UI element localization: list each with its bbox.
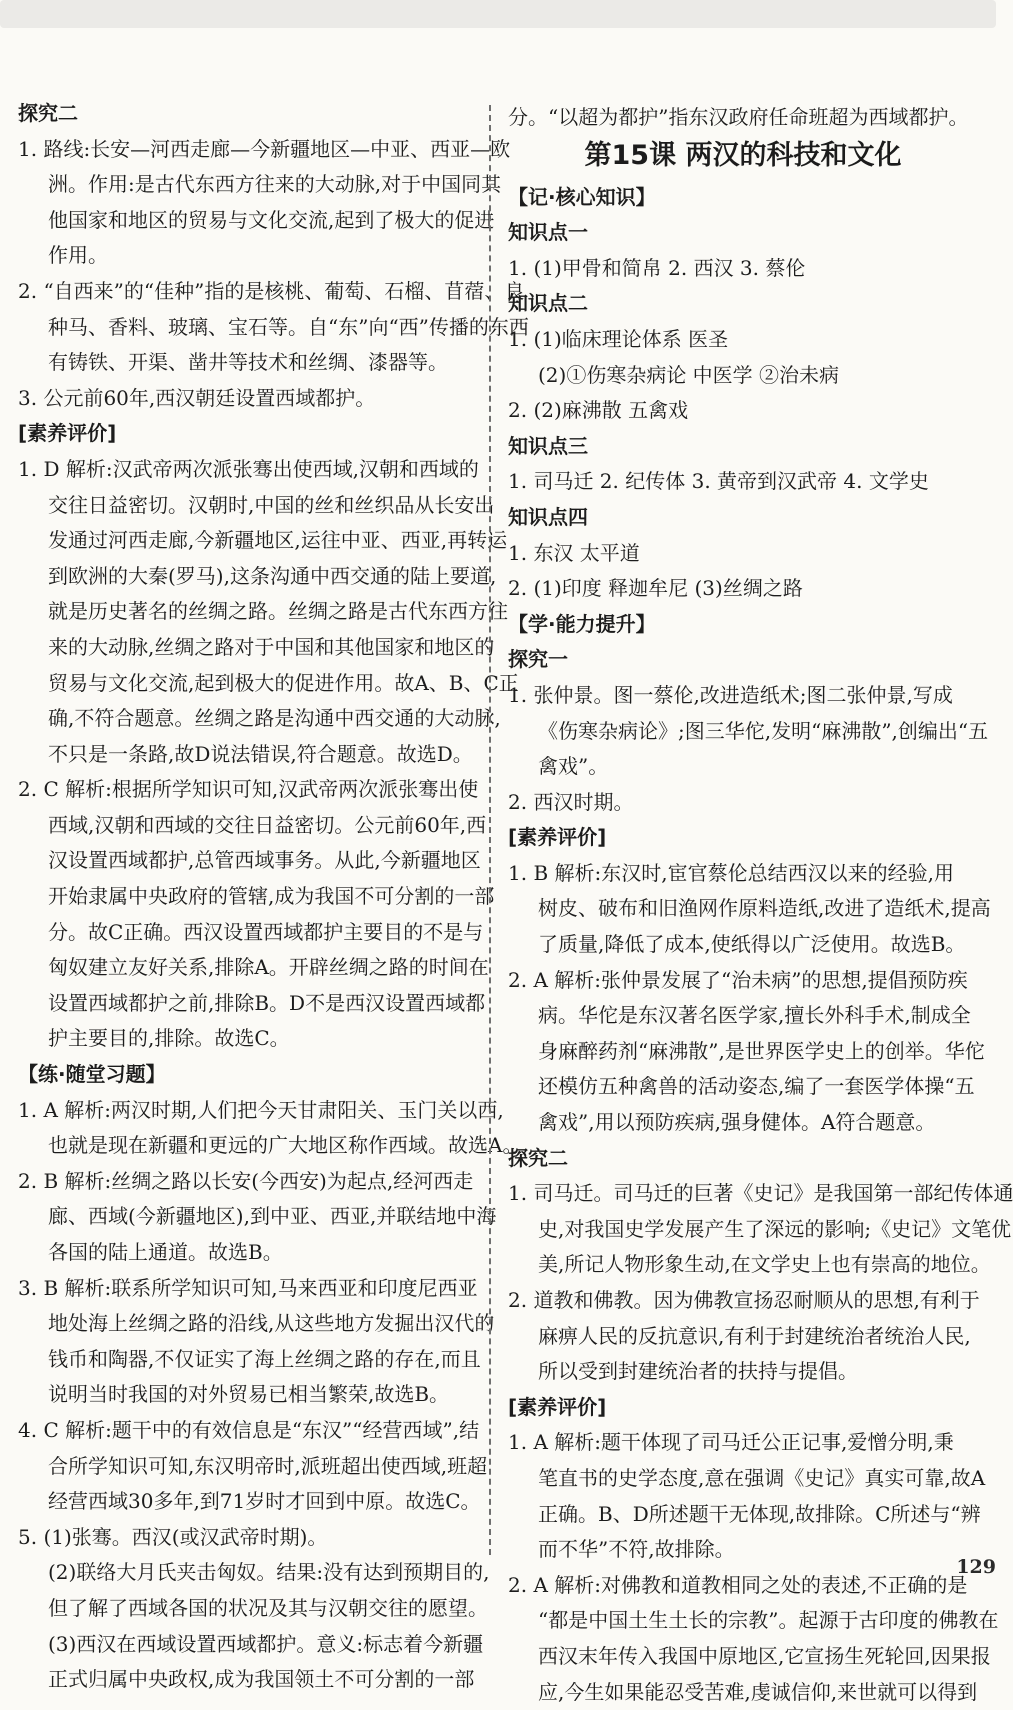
right-text-line: 1. 东汉 太平道	[508, 540, 640, 565]
left-column	[18, 96, 529, 1698]
right-text-line: 2. 西汉时期。	[508, 789, 634, 814]
right-text-line: 1. B 解析:东汉时,宦官蔡伦总结西汉以来的经验,用	[508, 860, 954, 885]
left-text-line: 有铸铁、开渠、凿井等技术和丝绸、漆器等。	[48, 350, 448, 375]
right-text-line: 2. A 解析:对佛教和道教相同之处的表述,不正确的是	[508, 1572, 968, 1597]
left-text-line: 2. B 解析:丝绸之路以长安(今西安)为起点,经河西走	[18, 1168, 474, 1193]
right-text-line: 知识点四	[508, 504, 588, 529]
left-text-line: 【练·随堂习题】	[18, 1062, 166, 1087]
right-text-line: [素养评价]	[508, 825, 607, 850]
left-text-line: 西域,汉朝和西域的交往日益密切。公元前60年,西	[48, 812, 487, 837]
right-text-line: 1. (1)临床理论体系 医圣	[508, 326, 729, 351]
left-text-line: 4. C 解析:题干中的有效信息是“东汉”“经营西域”,结	[18, 1417, 480, 1442]
right-text-line: 2. A 解析:张仲景发展了“治未病”的思想,提倡预防疾	[508, 967, 968, 992]
right-text-line: 树皮、破布和旧渔网作原料造纸,改进了造纸术,提高	[538, 896, 991, 921]
left-text-line: 发通过河西走廊,今新疆地区,运往中亚、西亚,再转运	[48, 528, 508, 553]
left-text-line: 2. C 解析:根据所学知识可知,汉武帝两次派张骞出使	[18, 777, 479, 802]
right-text-line: 【学·能力提升】	[508, 611, 656, 636]
right-text-line: 禽戏”。	[538, 754, 609, 779]
right-text-line: 1. (1)甲骨和简帛 2. 西汉 3. 蔡伦	[508, 255, 806, 280]
right-text-line: 还模仿五种禽兽的活动姿态,编了一套医学体操“五	[538, 1074, 975, 1099]
left-text-line: 他国家和地区的贸易与文化交流,起到了极大的促进	[48, 207, 495, 232]
right-text-line: 了质量,降低了成本,使纸得以广泛使用。故选B。	[538, 932, 966, 957]
left-text-line: 廊、西域(今新疆地区),到中亚、西亚,并联结地中海	[48, 1204, 497, 1229]
left-text-line: 贸易与文化交流,起到极大的促进作用。故A、B、C正	[48, 670, 519, 695]
right-text-line: 1. 司马迁 2. 纪传体 3. 黄帝到汉武帝 4. 文学史	[508, 469, 929, 494]
left-text-line: 汉设置西域都护,总管西域事务。从此,今新疆地区	[48, 848, 481, 873]
right-text-line: 2. (1)印度 释迦牟尼 (3)丝绸之路	[508, 576, 803, 601]
left-text-line: 就是历史著名的丝绸之路。丝绸之路是古代东西方往	[48, 599, 508, 624]
right-text-line: 而不华”不符,故排除。	[538, 1537, 735, 1562]
left-text-line: 分。故C正确。西汉设置西域都护主要目的不是与	[48, 919, 484, 944]
right-text-line: 病。华佗是东汉著名医学家,擅长外科手术,制成全	[538, 1003, 971, 1028]
column-divider	[489, 105, 491, 1555]
top-edge-smudge	[0, 0, 996, 28]
left-text-line: (3)西汉在西域设置西域都护。意义:标志着今新疆	[48, 1631, 484, 1656]
left-text-line: 匈奴建立友好关系,排除A。开辟丝绸之路的时间在	[48, 955, 489, 980]
right-text-line: 美,所记人物形象生动,在文学史上也有崇高的地位。	[538, 1252, 991, 1277]
right-text-line: 知识点二	[508, 291, 588, 316]
right-text-line: 西汉末年传入我国中原地区,它宣扬生死轮回,因果报	[538, 1643, 991, 1668]
right-text-line: [素养评价]	[508, 1394, 607, 1419]
right-text-line: 应,今生如果能忍受苦难,虔诚信仰,来世就可以得到	[538, 1679, 978, 1704]
left-text-line: 到欧洲的大秦(罗马),这条沟通中西交通的陆上要道,	[48, 563, 497, 588]
right-text-line: 知识点三	[508, 433, 588, 458]
left-text-line: 确,不符合题意。丝绸之路是沟通中西交通的大动脉,	[48, 706, 501, 731]
left-text-line: 2. “自西来”的“佳种”指的是核桃、葡萄、石榴、苜蓿、良	[18, 278, 525, 303]
left-text-line: 3. B 解析:联系所学知识可知,马来西亚和印度尼西亚	[18, 1275, 478, 1300]
right-text-line: 2. 道教和佛教。因为佛教宣扬忍耐顺从的思想,有利于	[508, 1288, 980, 1312]
right-text-line: 第15课 两汉的科技和文化	[584, 139, 902, 171]
right-text-line: “都是中国土生土长的宗教”。起源于古印度的佛教在	[538, 1608, 999, 1633]
left-text-line: 但了解了西域各国的状况及其与汉朝交往的愿望。	[48, 1595, 488, 1620]
left-text-line: 1. A 解析:两汉时期,人们把今天甘肃阳关、玉门关以西,	[18, 1097, 504, 1122]
right-text-line: 1. A 解析:题干体现了司马迁公正记事,爱憎分明,秉	[508, 1430, 954, 1455]
left-text-line: 探究二	[18, 101, 78, 125]
left-text-line: 说明当时我国的对外贸易已相当繁荣,故选B。	[48, 1382, 450, 1407]
left-text-line: 1. D 解析:汉武帝两次派张骞出使西域,汉朝和西域的	[18, 456, 479, 481]
left-text-line: 作用。	[48, 243, 108, 268]
right-text-line: 《伤寒杂病论》;图三华佗,发明“麻沸散”,创编出“五	[538, 718, 989, 743]
right-text-line: 知识点一	[508, 220, 588, 245]
left-text-line: 也就是现在新疆和更远的广大地区称作西域。故选A。	[48, 1133, 523, 1158]
right-text-line: 1. 张仲景。图一蔡伦,改进造纸术;图二张仲景,写成	[508, 682, 953, 707]
right-text-line: 【记·核心知识】	[508, 184, 656, 209]
left-text-line: 交往日益密切。汉朝时,中国的丝和丝织品从长安出	[48, 492, 495, 517]
right-text-line: 正确。B、D所述题干无体现,故排除。C所述与“辨	[538, 1501, 981, 1526]
left-text-line: 不只是一条路,故D说法错误,符合题意。故选D。	[48, 741, 473, 766]
right-text-line: 禽戏”,用以预防疾病,强身健体。A符合题意。	[538, 1110, 936, 1135]
right-text-line: 分。“以超为都护”指东汉政府任命班超为西域都护。	[508, 105, 969, 129]
left-text-line: 钱币和陶器,不仅证实了海上丝绸之路的存在,而且	[48, 1346, 481, 1371]
left-text-line: [素养评价]	[18, 421, 117, 446]
left-text-line: 正式归属中央政权,成为我国领土不可分割的一部	[48, 1667, 475, 1692]
left-text-line: 1. 路线:长安—河西走廊—今新疆地区—中亚、西亚—欧	[18, 136, 511, 161]
right-text-line: 笔直书的史学态度,意在强调《史记》真实可靠,故A	[538, 1465, 986, 1490]
right-text-line: (2)①伤寒杂病论 中医学 ②治未病	[538, 362, 840, 387]
left-text-line: 5. (1)张骞。西汉(或汉武帝时期)。	[18, 1524, 328, 1549]
left-text-line: 种马、香料、玻璃、宝石等。自“东”向“西”传播的东西	[48, 314, 529, 339]
right-text-line: 2. (2)麻沸散 五禽戏	[508, 398, 689, 423]
right-text-line: 探究一	[508, 647, 568, 672]
right-text-line: 麻痹人民的反抗意识,有利于封建统治者统治人民,	[538, 1323, 971, 1348]
left-text-line: 经营西域30多年,到71岁时才回到中原。故选C。	[48, 1489, 481, 1514]
right-text-line: 身麻醉药剂“麻沸散”,是世界医学史上的创举。华佗	[538, 1038, 985, 1063]
left-text-line: 各国的陆上通道。故选B。	[48, 1240, 283, 1264]
left-text-line: (2)联络大月氏夹击匈奴。结果:没有达到预期目的,	[48, 1560, 490, 1585]
left-text-line: 设置西域都护之前,排除B。D不是西汉设置西域都	[48, 990, 486, 1015]
right-column	[508, 100, 1013, 1710]
right-text-line: 1. 司马迁。司马迁的巨著《史记》是我国第一部纪传体通	[508, 1181, 1013, 1206]
left-text-line: 护主要目的,排除。故选C。	[48, 1026, 290, 1051]
right-text-line: 史,对我国史学发展产生了深远的影响;《史记》文笔优	[538, 1216, 1012, 1241]
page-number: 129	[956, 1556, 996, 1578]
left-text-line: 合所学知识可知,东汉明帝时,派班超出使西域,班超	[48, 1453, 488, 1478]
right-text-line: 所以受到封建统治者的扶持与提倡。	[538, 1359, 858, 1384]
left-text-line: 来的大动脉,丝绸之路对于中国和其他国家和地区的	[48, 634, 495, 659]
left-text-line: 开始隶属中央政府的管辖,成为我国不可分割的一部	[48, 884, 495, 909]
right-text-line: 探究二	[508, 1145, 568, 1170]
left-text-line: 洲。作用:是古代东西方往来的大动脉,对于中国同其	[48, 172, 502, 197]
left-text-line: 地处海上丝绸之路的沿线,从这些地方发掘出汉代的	[48, 1311, 495, 1336]
left-text-line: 3. 公元前60年,西汉朝廷设置西域都护。	[18, 385, 376, 410]
